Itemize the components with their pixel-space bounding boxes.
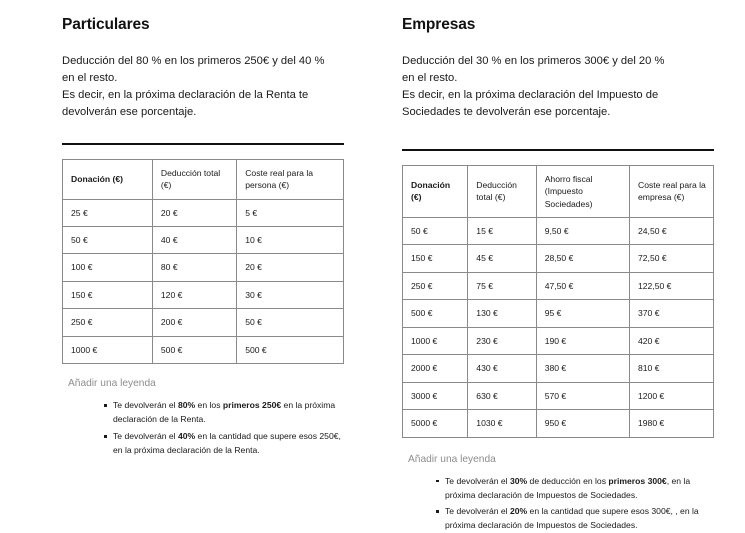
bullet-bold-2: primeros 250€ [222,400,282,411]
table-row [403,272,714,299]
table-particulares [62,159,344,365]
table-row [403,410,714,437]
intro-line-2: en el resto. [402,71,458,84]
column-empresas [372,0,744,531]
cell-deduccion: 500 € [152,336,236,363]
list-item [436,475,714,503]
cell-deduccion: 230 € [468,327,536,354]
bullet-bold-1: 30% [509,475,528,486]
bullet-text-part-2: en los [195,400,223,411]
column-header-deduccion-total: Deducción total (€) [152,159,236,199]
cell-donacion: 2000 € [403,355,468,382]
cell-coste: 810 € [630,355,714,382]
cell-deduccion: 80 € [152,254,236,281]
table-empresas [402,165,714,438]
list-item [436,505,714,533]
divider-empresas [402,149,714,151]
table-header-row [63,159,344,199]
cell-ahorro: 190 € [536,327,629,354]
cell-donacion: 50 € [63,227,153,254]
cell-deduccion: 630 € [468,382,536,409]
cell-deduccion: 430 € [468,355,536,382]
table-row [63,281,344,308]
cell-deduccion: 200 € [152,309,236,336]
bullet-bold-1: 40% [177,431,196,442]
bullet-text-part-1: Te devolverán el [113,431,178,442]
cell-donacion: 1000 € [403,327,468,354]
cell-coste: 24,50 € [630,218,714,245]
cell-donacion: 250 € [63,309,153,336]
cell-coste: 72,50 € [630,245,714,272]
cell-deduccion: 130 € [468,300,536,327]
cell-coste: 370 € [630,300,714,327]
table-header-row [403,165,714,217]
legend-caption-particulares[interactable]: Añadir una leyenda [68,378,156,390]
cell-ahorro: 570 € [536,382,629,409]
table-row [403,327,714,354]
intro-line-4: devolverán ese porcentaje. [62,105,197,118]
table-row [63,227,344,254]
cell-donacion: 150 € [403,245,468,272]
cell-donacion: 50 € [403,218,468,245]
cell-ahorro: 47,50 € [536,272,629,299]
column-particulares [0,0,372,499]
cell-coste: 500 € [237,336,344,363]
bullet-text-part-1: Te devolverán el [113,400,178,411]
cell-coste: 50 € [237,309,344,336]
column-header-donacion: Donación (€) [403,165,468,217]
cell-coste: 1200 € [630,382,714,409]
cell-deduccion: 40 € [152,227,236,254]
table-row [63,254,344,281]
cell-donacion: 100 € [63,254,153,281]
cell-donacion: 5000 € [403,410,468,437]
cell-ahorro: 95 € [536,300,629,327]
bullet-text-part-2: en la cantidad que supere esos 300€, , en la próxima declaración de Impuestos de Sociedades. [445,506,699,531]
cell-donacion: 25 € [63,199,153,226]
cell-coste: 10 € [237,227,344,254]
table-row [403,218,714,245]
page-title-empresas: Empresas [402,16,476,33]
cell-deduccion: 75 € [468,272,536,299]
cell-deduccion: 15 € [468,218,536,245]
cell-deduccion: 120 € [152,281,236,308]
cell-coste: 122,50 € [630,272,714,299]
cell-donacion: 150 € [63,281,153,308]
page-title-particulares: Particulares [62,16,150,33]
cell-ahorro: 9,50 € [536,218,629,245]
list-item [104,399,344,427]
table-row [403,300,714,327]
bullet-bold-1: 80% [177,400,196,411]
column-header-coste-real: Coste real para la empresa (€) [630,165,714,217]
cell-coste: 20 € [237,254,344,281]
column-header-ahorro-fiscal: Ahorro fiscal (Impuesto Sociedades) [536,165,629,217]
cell-deduccion: 20 € [152,199,236,226]
cell-ahorro: 380 € [536,355,629,382]
cell-coste: 5 € [237,199,344,226]
cell-donacion: 250 € [403,272,468,299]
cell-ahorro: 28,50 € [536,245,629,272]
cell-donacion: 1000 € [63,336,153,363]
table-row [63,336,344,363]
legend-list-particulares [62,399,344,458]
intro-line-1: Deducción del 80 % en los primeros 250€ y del 40 % [62,54,325,67]
cell-donacion: 3000 € [403,382,468,409]
column-header-coste-real: Coste real para la persona (€) [237,159,344,199]
table-row [63,199,344,226]
cell-ahorro: 950 € [536,410,629,437]
bullet-text-part-1: Te devolverán el [445,475,510,486]
bullet-text-part-1: Te devolverán el [445,506,510,517]
table-row [403,245,714,272]
bullet-text-part-2: de deducción en los [527,475,609,486]
intro-line-3: Es decir, en la próxima declaración del Impuesto de [402,88,659,101]
bullet-text-part-2: en la cantidad que supere esos 250€, en la próxima declaración de la Renta. [113,431,341,456]
bullet-text-part-3: , en la próxima declaración de Impuestos de Sociedades. [445,475,691,500]
intro-line-1: Deducción del 30 % en los primeros 300€ y del 20 % [402,54,665,67]
bullet-bold-2: primeros 300€ [608,475,667,486]
bullet-bold-1: 20% [509,506,528,517]
intro-text-empresas [402,53,714,121]
table-row [403,382,714,409]
table-row [403,355,714,382]
cell-coste: 30 € [237,281,344,308]
cell-donacion: 500 € [403,300,468,327]
divider-particulares [62,143,344,145]
cell-deduccion: 45 € [468,245,536,272]
list-item [104,430,344,458]
intro-line-3: Es decir, en la próxima declaración de la Renta te [62,88,309,101]
legend-list-empresas [402,475,714,533]
intro-line-2: en el resto. [62,71,118,84]
table-row [63,309,344,336]
bullet-text-part-3: en la próxima declaración de la Renta. [113,400,336,425]
legend-caption-empresas[interactable]: Añadir una leyenda [408,453,496,465]
intro-line-4: Sociedades te devolverán ese porcentaje. [402,105,611,118]
intro-text-particulares [62,53,344,121]
column-header-deduccion-total: Deducción total (€) [468,165,536,217]
cell-deduccion: 1030 € [468,410,536,437]
cell-coste: 1980 € [630,410,714,437]
column-header-donacion: Donación (€) [63,159,153,199]
cell-coste: 420 € [630,327,714,354]
